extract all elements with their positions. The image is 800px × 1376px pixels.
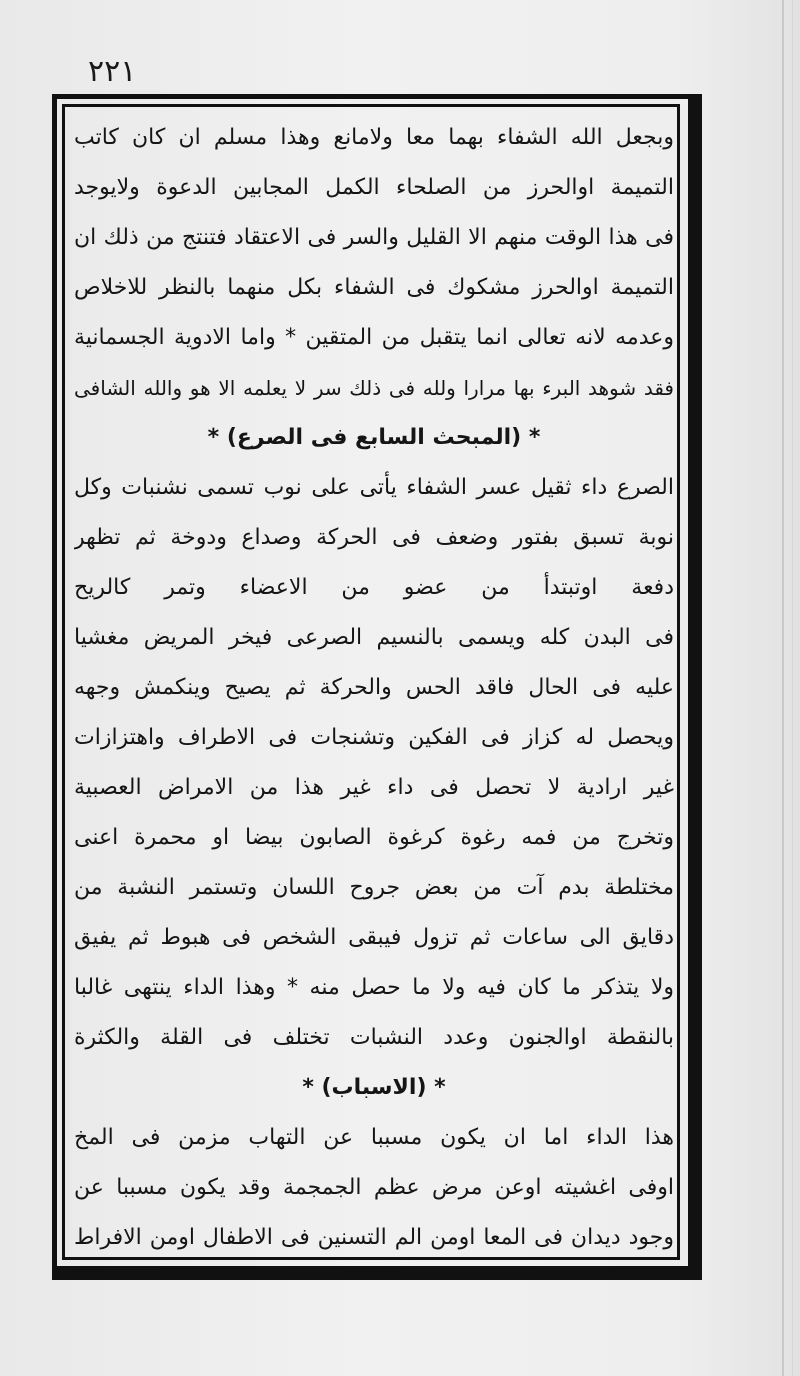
section-heading: * (المبحث السابع فى الصرع) *	[207, 425, 541, 450]
text-line: فى هذا الوقت منهم الا القليل والسر فى الاعتقاد فتنتج من ذلك ان	[74, 225, 674, 250]
text-line: غير ارادية لا تحصل فى داء غير هذا من الامراض العصبية	[74, 775, 674, 800]
text-line: دفعة اوتبتدأ من عضو من الاعضاء وتمر كالريح	[74, 575, 674, 600]
text-line: فى البدن كله ويسمى بالنسيم الصرعى فيخر المريض مغشيا	[74, 625, 674, 650]
text-line: دقايق الى ساعات ثم تزول فيبقى الشخص فى هبوط ثم يفيق	[74, 925, 674, 950]
text-line: هذا الداء اما ان يكون مسببا عن التهاب مزمن فى المخ	[74, 1125, 674, 1150]
text-line: التميمة اوالحرز من الصلحاء الكمل المجابين الدعوة ولايوجد	[74, 175, 674, 200]
text-line: ويحصل له كزاز فى الفكين وتشنجات فى الاطراف واهتزازات	[74, 725, 674, 750]
text-line: عليه فى الحال فاقد الحس والحركة ثم يصيح وينكمش وجهه	[74, 675, 674, 700]
text-line: وعدمه لانه تعالى انما يتقبل من المتقين * واما الادوية الجسمانية	[74, 325, 674, 350]
text-line: وجود ديدان فى المعا اومن الم التسنين فى الاطفال اومن الافراط	[74, 1225, 674, 1250]
section-heading: * (الاسباب) *	[302, 1075, 446, 1100]
text-line: ولا يتذكر ما كان فيه ولا ما حصل منه * وهذا الداء ينتهى غالبا	[74, 975, 674, 1000]
text-line: وبجعل الله الشفاء بهما معا ولامانع وهذا مسلم ان كان كاتب	[74, 125, 674, 150]
page-gutter-shadow	[792, 0, 793, 1376]
text-line: بالنقطة اوالجنون وعدد النشبات تختلف فى القلة والكثرة	[74, 1025, 674, 1050]
text-line: فقد شوهد البرء بها مرارا ولله فى ذلك سر لا يعلمه الا هو والله الشافى	[74, 376, 674, 400]
text-line: الصرع داء ثقيل عسر الشفاء يأتى على نوب تسمى نشنبات وكل	[74, 475, 674, 500]
text-line: وتخرج من فمه رغوة كرغوة الصابون بيضا او محمرة اعنى	[74, 825, 674, 850]
text-line: نوبة تسبق بفتور وضعف فى الحركة وصداع ودوخة ثم تظهر	[74, 525, 674, 550]
text-line: اوفى اغشيته اوعن مرض عظم الجمجمة وقد يكون مسببا عن	[74, 1175, 674, 1200]
text-line: مختلطة بدم آت من بعض جروح اللسان وتستمر النشبة من	[74, 875, 674, 900]
page-gutter	[782, 0, 784, 1376]
text-line: التميمة اوالحرز مشكوك فى الشفاء بكل منهما بالنظر للاخلاص	[74, 275, 674, 300]
text-block	[74, 112, 674, 1252]
page-number: ٢٢١	[88, 54, 137, 89]
